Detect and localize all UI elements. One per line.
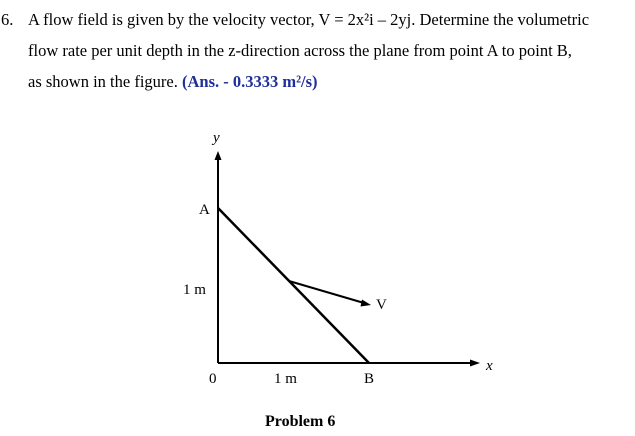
point-b-label: B	[364, 371, 375, 387]
problem-text-line-2: flow rate per unit depth in the z-direction across the plane from point A to point B,	[28, 41, 572, 60]
y-axis-label: y	[213, 130, 220, 146]
point-a-label: A	[199, 202, 210, 218]
velocity-vector-arrowhead	[361, 300, 372, 307]
problem-number: 6.	[1, 10, 14, 29]
problem-text-line-1: A flow field is given by the velocity vector, V = 2x²i – 2yj. Determine the volumetric	[28, 10, 590, 29]
velocity-label: V	[376, 297, 387, 313]
x-axis-label: x	[486, 358, 493, 374]
answer-text: (Ans. - 0.3333 m²/s)	[181, 72, 318, 91]
y-tick-label: 1 m	[183, 282, 206, 298]
x-axis-arrowhead	[470, 360, 480, 367]
x-tick-label: 1 m	[274, 371, 297, 387]
origin-label: 0	[209, 371, 217, 387]
figure-caption: Problem 6	[265, 413, 336, 430]
problem-text-line-3-body: as shown in the figure.	[28, 72, 178, 91]
y-axis-arrowhead	[215, 151, 222, 160]
plane-line-a-to-b	[218, 208, 369, 363]
